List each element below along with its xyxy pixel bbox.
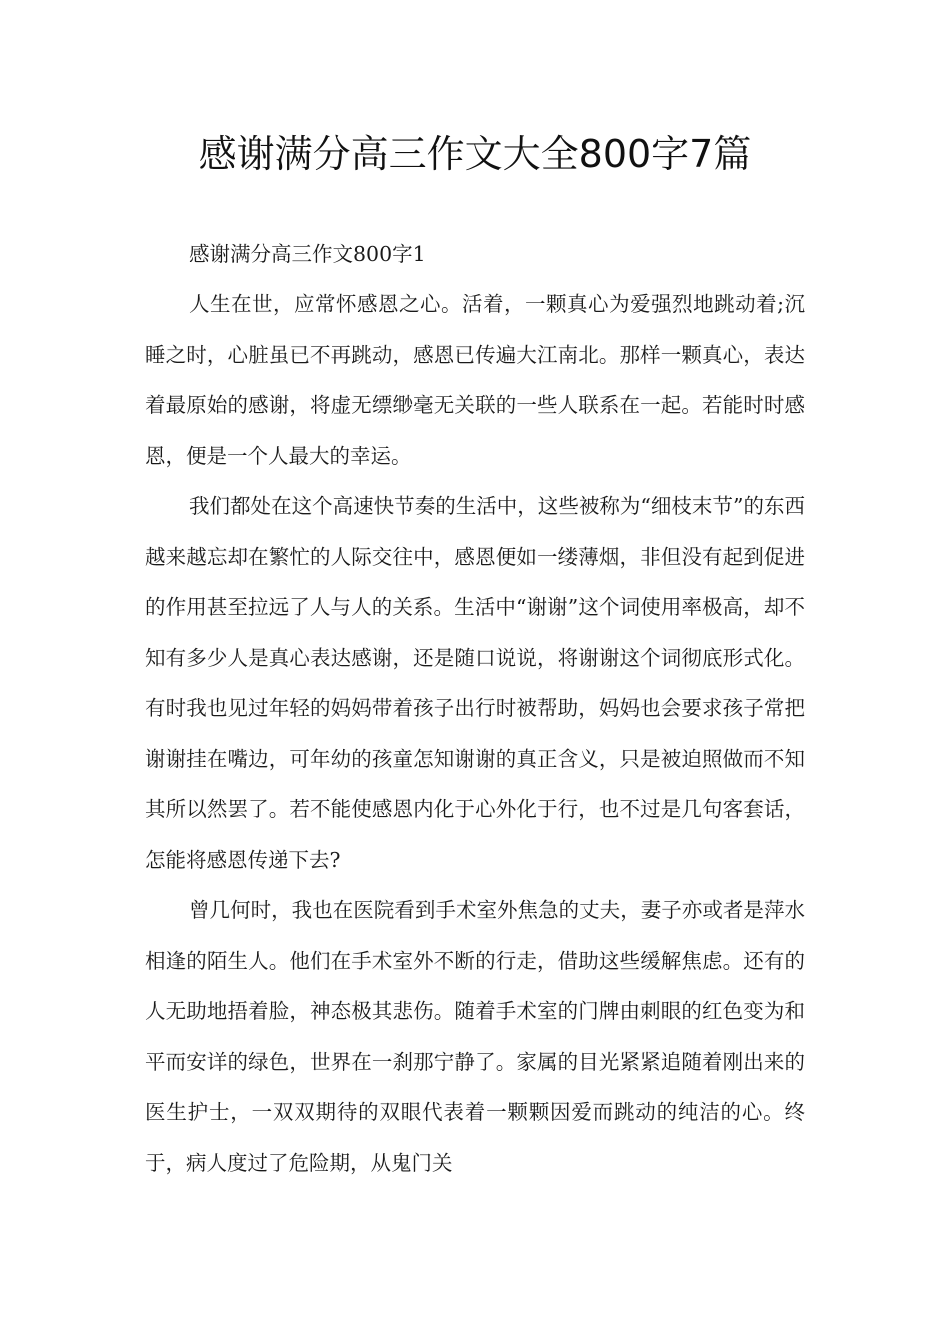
paragraph-3: 曾几何时，我也在医院看到手术室外焦急的丈夫，妻子亦或者是萍水相逢的陌生人。他们在手术室外不断的行走，借助这些缓解焦虑。还有的人无助地捂着脸，神态极其悲伤。随着手术室的门牌由刺眼的红色变为和平而安详的绿色，世界在一刹那宁静了。家属的目光紧紧追随着刚出来的医生护士，一双双期待的双眼代表着一颗颗因爱而跳动的纯洁的心。终于，病人度过了危险期，从鬼门关 bbox=[145, 898, 805, 1175]
paragraph-1: 人生在世，应常怀感恩之心。活着，一颗真心为爱强烈地跳动着;沉睡之时，心脏虽已不再跳动，感恩已传遍大江南北。那样一颗真心，表达着最原始的感谢，将虚无缥缈毫无关联的一些人联系在一起。若能时时感恩，便是一个人最大的幸运。 bbox=[145, 292, 805, 468]
document-title: 感谢满分高三作文大全800字7篇 bbox=[198, 132, 752, 176]
document-body bbox=[145, 229, 805, 1188]
essay-subheading: 感谢满分高三作文800字1 bbox=[189, 242, 426, 266]
paragraph-2: 我们都处在这个高速快节奏的生活中，这些被称为“细枝末节”的东西越来越忘却在繁忙的人际交往中，感恩便如一缕薄烟，非但没有起到促进的作用甚至拉远了人与人的关系。生活中“谢谢”这个词使用率极高，却不知有多少人是真心表达感谢，还是随口说说，将谢谢这个词彻底形式化。有时我也见过年轻的妈妈带着孩子出行时被帮助，妈妈也会要求孩子常把谢谢挂在嘴边，可年幼的孩童怎知谢谢的真正含义，只是被迫照做而不知其所以然罢了。若不能使感恩内化于心外化于行，也不过是几句客套话，怎能将感恩传递下去? bbox=[145, 494, 805, 872]
